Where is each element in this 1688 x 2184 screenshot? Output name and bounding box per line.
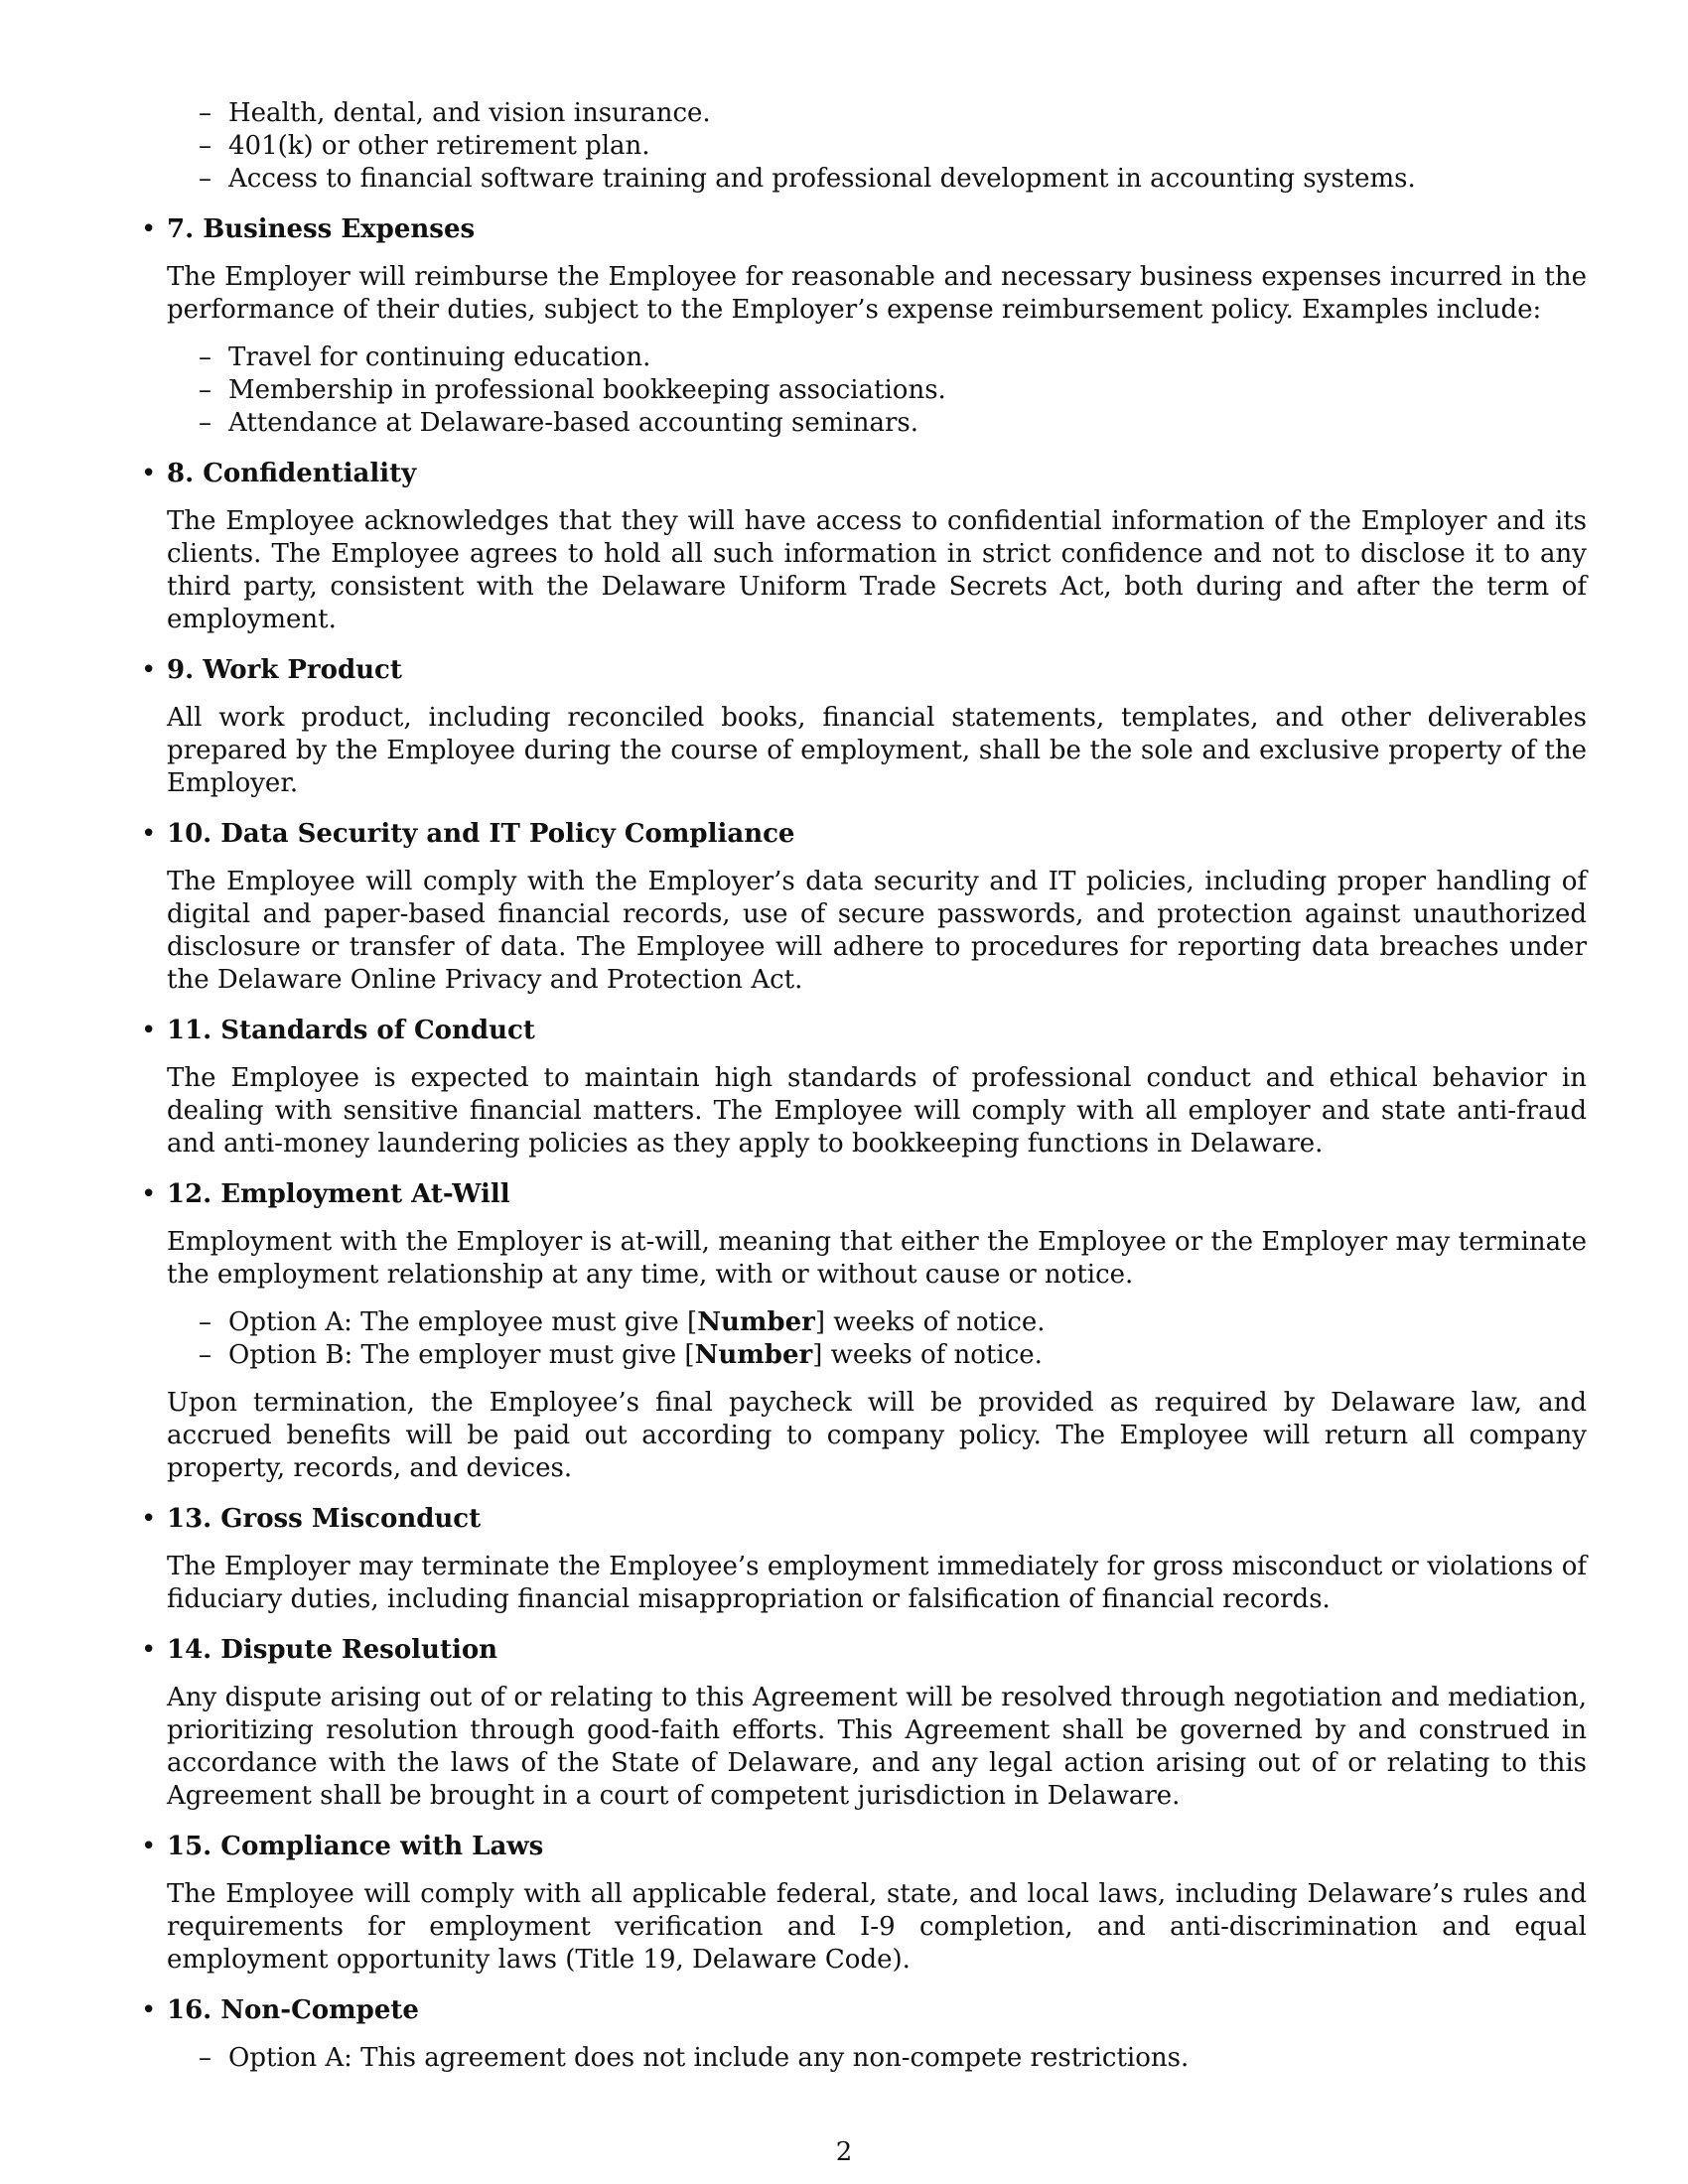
section-confidentiality	[141, 458, 1587, 636]
placeholder-field: Number	[694, 1340, 813, 1370]
section-non-compete	[141, 1994, 1587, 2075]
section-heading	[141, 654, 1587, 687]
section-dispute-resolution	[141, 1634, 1587, 1813]
list-item: – Health, dental, and vision insurance.	[199, 97, 1587, 130]
section-paragraph: Employment with the Employer is at-will, meaning that either the Employee or the Employer may terminate the employment relationship at any time, with or without cause or notice.	[167, 1227, 1587, 1290]
section-paragraph: All work product, including reconciled books, financial statements, templates, and other deliverables prepared by the Employee during the course of employment, shall be the sole and exclusive property of the Employer.	[167, 703, 1587, 798]
bullet-marker: •	[141, 819, 157, 849]
section-heading	[141, 1831, 1587, 1863]
list-item: – Attendance at Delaware-based accounting seminars.	[199, 407, 1587, 440]
section-heading	[141, 213, 1587, 246]
section-gross-misconduct	[141, 1503, 1587, 1616]
bullet-marker: •	[141, 1179, 157, 1209]
list-item: – Travel for continuing education.	[199, 341, 1587, 374]
section-title: 12. Employment At-Will	[167, 1179, 510, 1209]
section-heading	[141, 1178, 1587, 1211]
section-title: 8. Confidentiality	[167, 459, 417, 488]
section-paragraph: The Employee acknowledges that they will have access to confidential information of the Employer and its clients. The Employee agrees to hold all such information in strict confidence and not to disclose it to any third party, consistent with the Delaware Uniform Trade Secrets Act, both during and after the term of employment.	[167, 506, 1587, 634]
section-heading	[141, 1634, 1587, 1667]
section-compliance-with-laws	[141, 1831, 1587, 1977]
section-title: 7. Business Expenses	[167, 214, 476, 244]
section-employment-at-will	[141, 1178, 1587, 1485]
document-body	[141, 97, 1587, 2090]
option-text: Option A: The employee must give [	[228, 1307, 698, 1337]
bullet-marker: •	[141, 214, 157, 244]
list-item: – Access to financial software training and professional development in accounting systems.	[199, 163, 1587, 196]
section-title: 13. Gross Misconduct	[167, 1504, 482, 1534]
section-paragraph: The Employer will reimburse the Employee for reasonable and necessary business expenses incurred in the performance of their duties, subject to the Employer’s expense reimbursement policy. Examples include:	[167, 262, 1587, 325]
bullet-marker: •	[141, 1832, 157, 1861]
list-item	[199, 1339, 1587, 1372]
section-work-product	[141, 654, 1587, 800]
section-paragraph: The Employee will comply with all applicable federal, state, and local laws, including Delaware’s rules and requirements for employment verification and I-9 completion, and anti-discrimination and equal employment opportunity laws (Title 19, Delaware Code).	[167, 1879, 1587, 1975]
page-number: 2	[835, 2137, 853, 2167]
option-text: ] weeks of notice.	[812, 1340, 1043, 1370]
list-item	[199, 1306, 1587, 1339]
bullet-marker: •	[141, 1016, 157, 1045]
placeholder-field: Number	[697, 1307, 815, 1337]
benefits-list	[167, 97, 1587, 196]
section-title: 16. Non-Compete	[167, 1995, 419, 2025]
bullet-marker: •	[141, 1504, 157, 1534]
section-paragraph: The Employee is expected to maintain high standards of professional conduct and ethical behavior in dealing with sensitive financial matters. The Employee will comply with all employer and state anti-fraud and anti-money laundering policies as they apply to bookkeeping functions in Delaware.	[167, 1063, 1587, 1159]
section-heading	[141, 1994, 1587, 2027]
option-text: Option B: The employer must give [	[228, 1340, 695, 1370]
bullet-marker: •	[141, 459, 157, 488]
section-title: 15. Compliance with Laws	[167, 1832, 544, 1861]
list-item: – Membership in professional bookkeeping associations.	[199, 374, 1587, 407]
section-title: 11. Standards of Conduct	[167, 1016, 535, 1045]
section-data-security	[141, 818, 1587, 997]
section-business-expenses	[141, 213, 1587, 440]
section-paragraph: Upon termination, the Employee’s final paycheck will be provided as required by Delaware law, and accrued benefits will be paid out according to company policy. The Employee will return all company property, records, and devices.	[167, 1388, 1587, 1483]
list-item: – 401(k) or other retirement plan.	[199, 130, 1587, 163]
section-paragraph: Any dispute arising out of or relating to this Agreement will be resolved through negotiation and mediation, prioritizing resolution through good-faith efforts. This Agreement shall be governed by and construed in accordance with the laws of the State of Delaware, and any legal action arising out of or relating to this Agreement shall be brought in a court of competent jurisdiction in Delaware.	[167, 1683, 1587, 1811]
section-title: 14. Dispute Resolution	[167, 1635, 498, 1665]
notice-options-list	[167, 1306, 1587, 1372]
section-heading	[141, 818, 1587, 851]
section-heading	[141, 458, 1587, 490]
bullet-marker: •	[141, 655, 157, 685]
section-standards-of-conduct	[141, 1015, 1587, 1160]
bullet-marker: •	[141, 1995, 157, 2025]
bullet-marker: •	[141, 1635, 157, 1665]
section-title: 9. Work Product	[167, 655, 402, 685]
section-title: 10. Data Security and IT Policy Compliance	[167, 819, 795, 849]
non-compete-options-list	[167, 2042, 1587, 2075]
section-paragraph: The Employer may terminate the Employee’s employment immediately for gross misconduct or violations of fiduciary duties, including financial misappropriation or falsification of financial records.	[167, 1552, 1587, 1614]
option-text: ] weeks of notice.	[814, 1307, 1046, 1337]
section-paragraph: The Employee will comply with the Employer’s data security and IT policies, including proper handling of digital and paper-based financial records, use of secure passwords, and protection against unauthorized disclosure or transfer of data. The Employee will adhere to procedures for reporting data breaches under the Delaware Online Privacy and Protection Act.	[167, 867, 1587, 995]
section-heading	[141, 1503, 1587, 1536]
expense-examples-list	[167, 341, 1587, 440]
section-heading	[141, 1015, 1587, 1047]
list-item: – Option A: This agreement does not include any non-compete restrictions.	[199, 2042, 1587, 2075]
